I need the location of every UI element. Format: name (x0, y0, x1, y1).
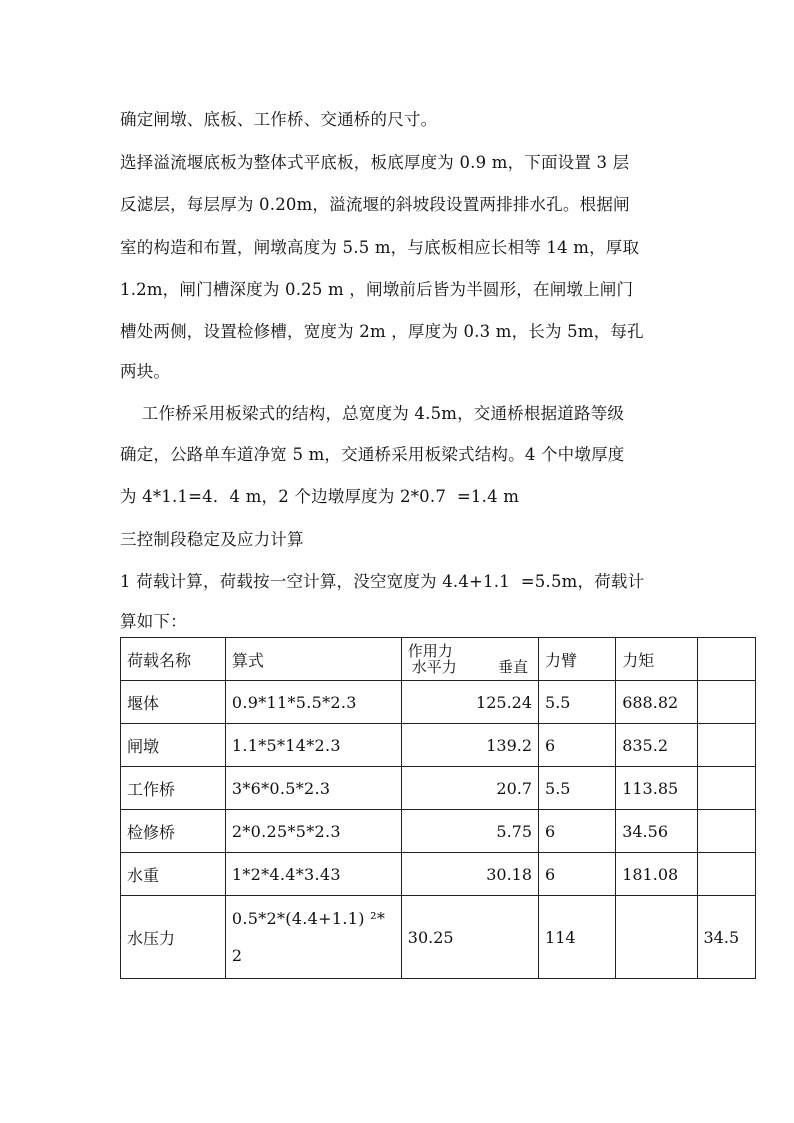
cell-force: 30.18 (401, 853, 538, 896)
paragraph-line: 反滤层，每层厚为 0.20m，溢流堰的斜坡段设置两排排水孔。根据闸 (120, 195, 630, 214)
table-header-row (121, 638, 756, 681)
table-row (121, 681, 756, 724)
cell-moment (616, 896, 697, 979)
load-table (120, 637, 756, 979)
header-load-name: 荷载名称 (121, 638, 226, 681)
table-row (121, 853, 756, 896)
cell-name: 检修桥 (121, 810, 226, 853)
cell-arm: 5.5 (539, 767, 616, 810)
cell-extra (697, 767, 756, 810)
cell-formula: 1*2*4.4*3.43 (225, 853, 401, 896)
cell-moment: 113.85 (616, 767, 697, 810)
cell-force: 125.24 (401, 681, 538, 724)
cell-extra (697, 724, 756, 767)
paragraph-line: 工作桥采用板梁式的结构，总宽度为 4.5m，交通桥根据道路等级 (120, 404, 625, 423)
cell-arm: 5.5 (539, 681, 616, 724)
cell-name: 闸墩 (121, 724, 226, 767)
cell-arm: 6 (539, 724, 616, 767)
cell-formula-line: 2 (231, 946, 243, 965)
cell-formula: 2*0.25*5*2.3 (225, 810, 401, 853)
paragraph-line: 1 荷载计算，荷载按一空计算，没空宽度为 4.4+1.1 =5.5m，荷载计 (120, 572, 645, 591)
paragraph-line: 算如下： (120, 612, 187, 631)
cell-moment: 835.2 (616, 724, 697, 767)
cell-name: 工作桥 (121, 767, 226, 810)
paragraph-line: 为 4*1.1=4．4 m，2 个边墩厚度为 2*0.7 =1.4 m (120, 487, 520, 506)
header-moment: 力矩 (616, 638, 697, 681)
paragraph-line: 确定闸墩、底板、工作桥、交通桥的尺寸。 (120, 110, 438, 129)
table-row (121, 724, 756, 767)
header-extra (697, 638, 756, 681)
cell-name: 水重 (121, 853, 226, 896)
cell-force: 30.25 (401, 896, 538, 979)
cell-moment: 688.82 (616, 681, 697, 724)
cell-arm: 114 (539, 896, 616, 979)
cell-force: 20.7 (401, 767, 538, 810)
cell-moment: 181.08 (616, 853, 697, 896)
table-row (121, 767, 756, 810)
cell-formula (225, 896, 401, 979)
section-heading: 三控制段稳定及应力计算 (120, 530, 304, 549)
cell-extra (697, 681, 756, 724)
cell-force: 5.75 (401, 810, 538, 853)
header-force (401, 638, 538, 681)
paragraph-line: 1.2m，闸门槽深度为 0.25 m ，闸墩前后皆为半圆形，在闸墩上闸门 (120, 280, 634, 299)
cell-name: 水压力 (121, 896, 226, 979)
cell-formula: 1.1*5*14*2.3 (225, 724, 401, 767)
cell-arm: 6 (539, 853, 616, 896)
cell-extra (697, 853, 756, 896)
paragraph-line: 选择溢流堰底板为整体式平底板，板底厚度为 0.9 m，下面设置 3 层 (120, 153, 630, 172)
cell-moment: 34.56 (616, 810, 697, 853)
header-force-label: 作用力 (407, 642, 453, 660)
cell-extra: 34.5 (697, 896, 756, 979)
cell-arm: 6 (539, 810, 616, 853)
cell-formula: 0.9*11*5.5*2.3 (225, 681, 401, 724)
table-row (121, 896, 756, 979)
cell-formula: 3*6*0.5*2.3 (225, 767, 401, 810)
header-force-vertical: 垂直 (498, 658, 529, 676)
paragraph-line: 两块。 (120, 362, 171, 381)
cell-name: 堰体 (121, 681, 226, 724)
header-arm: 力臂 (539, 638, 616, 681)
header-force-horizontal: 水平力 (411, 658, 457, 676)
paragraph-line: 确定，公路单车道净宽 5 m，交通桥采用板梁式结构。4 个中墩厚度 (120, 445, 625, 464)
paragraph-line: 室的构造和布置，闸墩高度为 5.5 m，与底板相应长相等 14 m，厚取 (120, 238, 640, 257)
cell-force: 139.2 (401, 724, 538, 767)
header-formula: 算式 (225, 638, 401, 681)
cell-extra (697, 810, 756, 853)
table-row (121, 810, 756, 853)
cell-formula-line: 0.5*2*(4.4+1.1) ²* (231, 909, 386, 928)
paragraph-line: 槽处两侧，设置检修槽，宽度为 2m ，厚度为 0.3 m，长为 5m，每孔 (120, 322, 644, 341)
